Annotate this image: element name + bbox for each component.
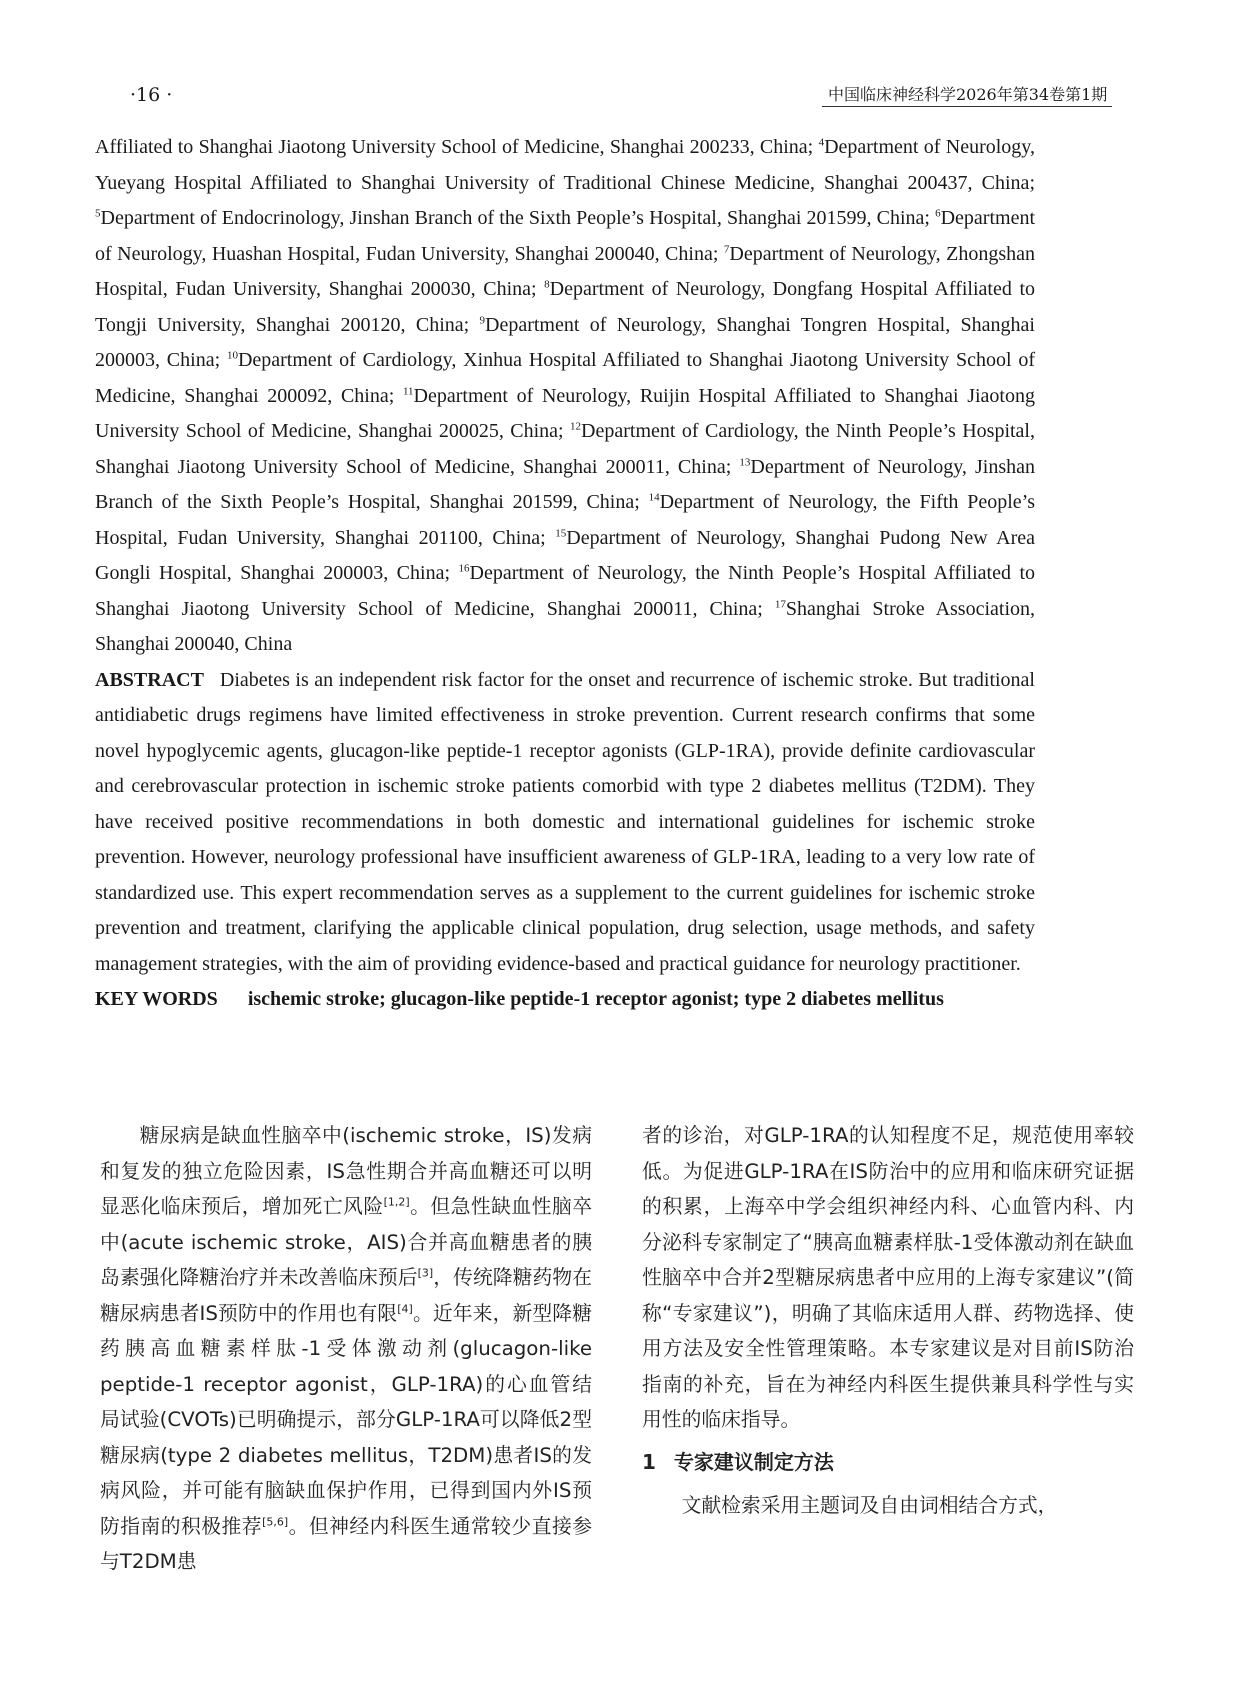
affiliation-sup: 8 [544, 278, 550, 291]
page-number: ·16 · [130, 84, 173, 106]
citation: [1,2] [383, 1195, 410, 1209]
body-text: 。近年来，新型降糖药胰高血糖素样肽-1受体激动剂(glucagon-like peptide-1 receptor agonist，GLP-1RA)的心血管结局试验(CVOTs)已明确提示，部分GLP-1RA可以降低2型糖尿病(type 2 diabetes mellitus，T2DM)患者IS的发病风险，并可能有脑缺血保护作用，已得到国内外IS预防指南的积极推荐 [100, 1301, 592, 1538]
affiliation-sup: 6 [935, 207, 941, 220]
body-text: ，传统降糖药物在糖尿病患者IS预防中的作用也有限 [100, 1266, 592, 1325]
affiliation: Department of Endocrinology, Jinshan Branch of the Sixth People’s Hospital, Shanghai 201599, China; [100, 207, 936, 229]
intro-paragraph-continued: 者的诊治，对GLP-1RA的认知程度不足，规范使用率较低。为促进GLP-1RA在IS防治中的应用和临床研究证据的积累，上海卒中学会组织神经内科、心血管内科、内分泌科专家制定了“胰高血糖素样肽-1受体激动剂在缺血性脑卒中合并2型糖尿病患者中应用的上海专家建议”(简称“专家建议”)，明确了其临床适用人群、药物选择、使用方法及安全性管理策略。本专家建议是对目前IS防治指南的补充，旨在为神经内科医生提供兼具科学性与实用性的临床指导。 [642, 1124, 1134, 1431]
body-text: 。但神经内科医生通常较少直接参与T2DM患 [100, 1514, 592, 1573]
section-number: 1 [642, 1449, 656, 1474]
affiliation: Department of Neurology, Jinshan Branch of the Sixth People’s Hospital, Shanghai 201599, China; [95, 455, 1035, 513]
abstract-label: ABSTRACT [95, 668, 204, 691]
affiliation: Department of Neurology, the Fifth People’s Hospital, Fudan University, Shanghai 201100, China; [95, 491, 1035, 549]
keywords [95, 982, 1035, 1018]
affiliation-sup: 9 [479, 313, 486, 326]
abstract [95, 663, 1035, 983]
english-front-matter [95, 130, 1035, 1018]
affiliation-sup: 5 [95, 207, 101, 220]
body-text: 。但急性缺血性脑卒中(acute ischemic stroke，AIS)合并高血糖患者的胰岛素强化降糖治疗并未改善临床预后 [100, 1195, 592, 1289]
affiliation-sup: 15 [555, 526, 567, 539]
affiliation-sup: 10 [226, 349, 238, 362]
body-text: 糖尿病是缺血性脑卒中(ischemic stroke，IS)发病和复发的独立危险因素，IS急性期合并高血糖还可以明显恶化临床预后，增加死亡风险 [100, 1124, 592, 1218]
affiliation-sup: 12 [570, 420, 582, 433]
body-column-left [100, 1118, 592, 1580]
body-column-right [642, 1118, 1134, 1524]
affiliation: Department of Neurology, Dongfang Hospital Affiliated to Tongji University, Shanghai 200120, China; [95, 278, 1035, 336]
header-rule [822, 106, 1112, 107]
affiliation: Department of Neurology, Zhongshan Hospital, Fudan University, Shanghai 200030, China; [95, 242, 1035, 300]
affiliation: Department of Neurology, Shanghai Tongren Hospital, Shanghai 200003, China; [95, 313, 1035, 371]
affiliation: Department of Neurology, Huashan Hospital, Fudan University, Shanghai 200040, China; [95, 207, 1035, 265]
keywords-text: ischemic stroke; glucagon-like peptide-1 receptor agonist; type 2 diabetes mellitus [247, 988, 944, 1010]
citation: [4] [397, 1301, 413, 1315]
affiliation-sup: 17 [774, 597, 786, 610]
affiliation: Shanghai Stroke Association, Shanghai 200040, China [95, 597, 1035, 655]
affiliation-sup: 11 [402, 384, 414, 397]
affiliation: Department of Neurology, the Ninth People’s Hospital Affiliated to Shanghai Jiaotong University School of Medicine, Shanghai 200011, China; [95, 562, 1036, 620]
affiliation-sup: 7 [723, 242, 730, 255]
affiliation: Department of Cardiology, the Ninth People’s Hospital, Shanghai Jiaotong University School of Medicine, Shanghai 200011, China; [95, 420, 1035, 478]
keywords-label: KEY WORDS [95, 988, 218, 1010]
affiliations [95, 130, 1035, 663]
affiliation-sup: 4 [818, 136, 825, 149]
abstract-text: Diabetes is an independent risk factor for the onset and recurrence of ischemic stroke. But traditional antidiabetic drugs regimens have limited effectiveness in stroke prevention. Current research confirms that some novel hypoglycemic agents, glucagon-like peptide-1 receptor agonists (GLP-1RA), provide definite cardiovascular and cerebrovascular protection in ischemic stroke patients comorbid with type 2 diabetes mellitus (T2DM). They have received positive recommendations in both domestic and international guidelines for ischemic stroke prevention. However, neurology professional have insufficient awareness of GLP-1RA, leading to a very low rate of standardized use. This expert recommendation serves as a supplement to the current guidelines for ischemic stroke prevention and treatment, clarifying the applicable clinical population, drug selection, usage methods, and safety management strategies, with the aim of providing evidence-based and practical guidance for neurology practitioner. [95, 668, 1035, 975]
affiliation: Department of Cardiology, Xinhua Hospital Affiliated to Shanghai Jiaotong University School of Medicine, Shanghai 200092, China; [95, 349, 1035, 407]
affiliation: Affiliated to Shanghai Jiaotong University School of Medicine, Shanghai 200233, China; [95, 136, 819, 158]
intro-paragraph [100, 1118, 592, 1580]
section-heading [642, 1445, 1134, 1481]
affiliation: Department of Neurology, Shanghai Pudong New Area Gongli Hospital, Shanghai 200003, China; [95, 526, 1035, 584]
affiliation: Department of Neurology, Yueyang Hospital Affiliated to Shanghai University of Traditional Chinese Medicine, Shanghai 200437, China; [95, 136, 1035, 194]
affiliation-sup: 16 [458, 562, 470, 575]
affiliation: Department of Neurology, Ruijin Hospital Affiliated to Shanghai Jiaotong University School of Medicine, Shanghai 200025, China; [95, 384, 1035, 442]
citation: [5,6] [262, 1514, 289, 1528]
journal-running-head: 中国临床神经科学2026年第34卷第1期 [828, 85, 1108, 104]
citation: [3] [417, 1266, 434, 1280]
affiliation-sup: 13 [739, 455, 751, 468]
affiliation-sup: 14 [648, 491, 660, 504]
section-title: 专家建议制定方法 [673, 1449, 834, 1474]
section-paragraph: 文献检索采用主题词及自由词相结合方式， [681, 1494, 1058, 1517]
